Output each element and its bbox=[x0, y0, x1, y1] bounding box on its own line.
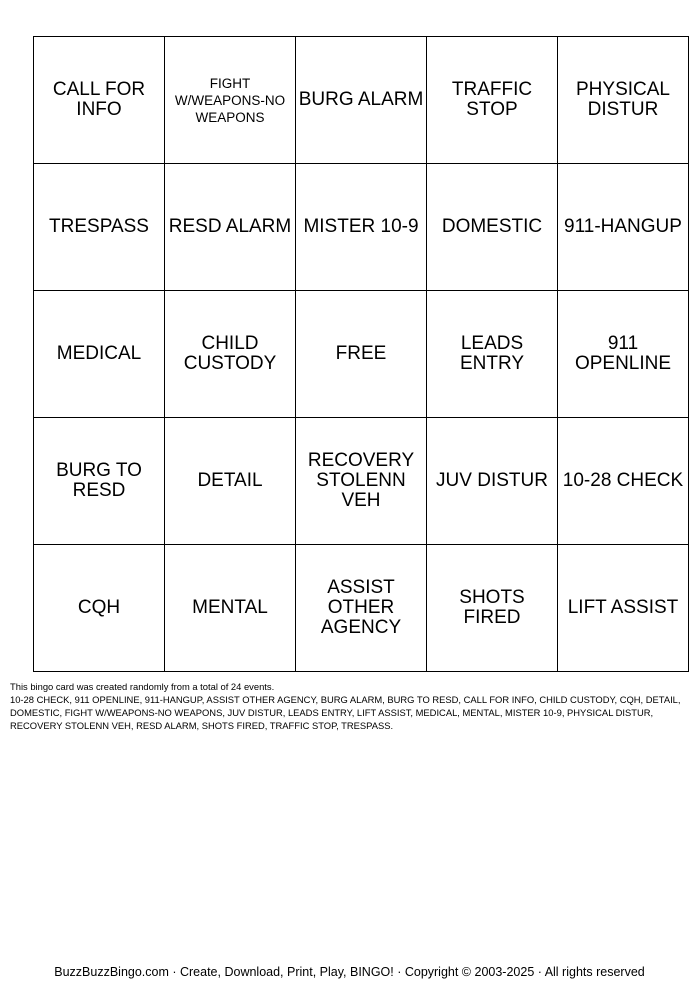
bingo-card-grid bbox=[33, 36, 689, 672]
bingo-cell: RECOVERY STOLENN VEH bbox=[296, 418, 427, 545]
bingo-cell: ASSIST OTHER AGENCY bbox=[296, 545, 427, 672]
bingo-cell: RESD ALARM bbox=[165, 164, 296, 291]
bingo-cell: PHYSICAL DISTUR bbox=[558, 37, 689, 164]
bingo-cell: CHILD CUSTODY bbox=[165, 291, 296, 418]
bingo-cell: TRAFFIC STOP bbox=[427, 37, 558, 164]
bingo-row bbox=[34, 37, 689, 164]
bingo-cell: 10-28 CHECK bbox=[558, 418, 689, 545]
bingo-cell: LEADS ENTRY bbox=[427, 291, 558, 418]
bingo-cell: DETAIL bbox=[165, 418, 296, 545]
bingo-row bbox=[34, 164, 689, 291]
bingo-cell: CQH bbox=[34, 545, 165, 672]
bingo-cell: CALL FOR INFO bbox=[34, 37, 165, 164]
bingo-row bbox=[34, 291, 689, 418]
bingo-cell: MENTAL bbox=[165, 545, 296, 672]
bingo-cell: SHOTS FIRED bbox=[427, 545, 558, 672]
events-list: 10-28 CHECK, 911 OPENLINE, 911-HANGUP, ASSIST OTHER AGENCY, BURG ALARM, BURG TO RESD, CALL FOR INFO, CHILD CUSTODY, CQH, DETAIL, DOMESTIC, FIGHT W/WEAPONS-NO WEAPONS, JUV DISTUR, LEADS ENTRY, LIFT ASSIST, MEDICAL, MENTAL, MISTER 10-9, PHYSICAL DISTUR, RECOVERY STOLENN VEH, RESD ALARM, SHOTS FIRED, TRAFFIC STOP, TRESPASS. bbox=[10, 694, 681, 731]
bingo-cell: LIFT ASSIST bbox=[558, 545, 689, 672]
bingo-cell: BURG ALARM bbox=[296, 37, 427, 164]
creation-note: This bingo card was created randomly from a total of 24 events. bbox=[10, 681, 275, 692]
page-footer: BuzzBuzzBingo.com · Create, Download, Print, Play, BINGO! · Copyright © 2003-2025 · All rights reserved bbox=[54, 965, 645, 979]
bingo-cell: BURG TO RESD bbox=[34, 418, 165, 545]
bingo-row bbox=[34, 418, 689, 545]
bingo-cell: DOMESTIC bbox=[427, 164, 558, 291]
bingo-cell: JUV DISTUR bbox=[427, 418, 558, 545]
bingo-cell: MEDICAL bbox=[34, 291, 165, 418]
bingo-free-cell: FREE bbox=[296, 291, 427, 418]
bingo-row bbox=[34, 545, 689, 672]
bingo-cell: FIGHT W/WEAPONS-NO WEAPONS bbox=[165, 37, 296, 164]
bingo-cell: 911-HANGUP bbox=[558, 164, 689, 291]
bingo-cell: 911 OPENLINE bbox=[558, 291, 689, 418]
bingo-cell: TRESPASS bbox=[34, 164, 165, 291]
bingo-cell: MISTER 10-9 bbox=[296, 164, 427, 291]
